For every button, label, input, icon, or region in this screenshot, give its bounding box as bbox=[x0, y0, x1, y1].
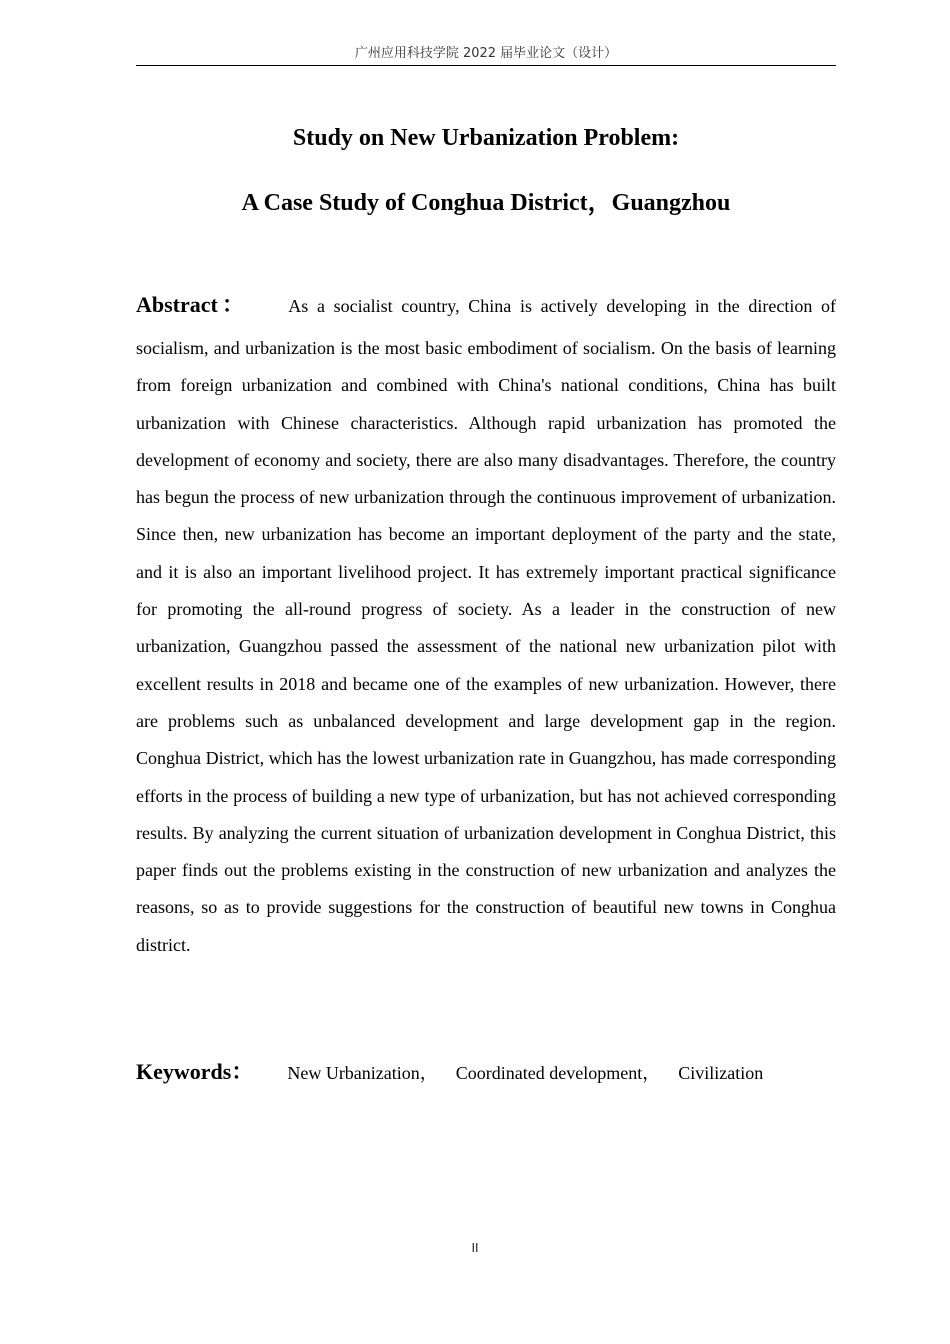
keyword-item: Civilization bbox=[678, 1063, 764, 1083]
header-rule bbox=[136, 65, 836, 66]
page-number: II bbox=[471, 1241, 479, 1255]
keywords-label: Keywords： bbox=[136, 1059, 254, 1084]
abstract-label: Abstract： bbox=[136, 292, 249, 317]
keyword-item: New Urbanization， bbox=[287, 1063, 438, 1083]
keywords-section bbox=[136, 1056, 836, 1089]
paper-title-line-1: Study on New Urbanization Problem: bbox=[292, 125, 680, 151]
abstract-first-line-text: As a socialist country, China is actively developing in the direction of bbox=[288, 296, 837, 316]
paper-title-line-2: A Case Study of Conghua District，Guangzhou bbox=[241, 190, 731, 216]
abstract-first-line bbox=[136, 283, 836, 330]
abstract-body: socialism, and urbanization is the most basic embodiment of socialism. On the basis of learning from foreign urbanization and combined with China's national conditions, China has built urbanization with Chinese characteristics. Although rapid urbanization has promoted the development of economy and society, there are also many disadvantages. Therefore, the country has begun the process of new urbanization through the continuous improvement of urbanization. Since then, new urbanization has become an important deployment of the party and the state, and it is also an important livelihood project. It has extremely important practical significance for promoting the all-round progress of society. As a leader in the construction of new urbanization, Guangzhou passed the assessment of the national new urbanization pilot with excellent results in 2018 and became one of the examples of new urbanization. However, there are problems such as unbalanced development and large development gap in the region. Conghua District, which has the lowest urbanization rate in Guangzhou, has made corresponding efforts in the process of building a new type of urbanization, but has not achieved corresponding results. By analyzing the current situation of urbanization development in Conghua District, this paper finds out the problems existing in the construction of new urbanization and analyzes the reasons, so as to provide suggestions for the construction of beautiful new towns in Conghua district. bbox=[136, 338, 836, 955]
keyword-item: Coordinated development， bbox=[455, 1063, 661, 1083]
abstract-section bbox=[136, 283, 836, 964]
running-header: 广州应用科技学院 2022 届毕业论文（设计） bbox=[354, 46, 618, 61]
